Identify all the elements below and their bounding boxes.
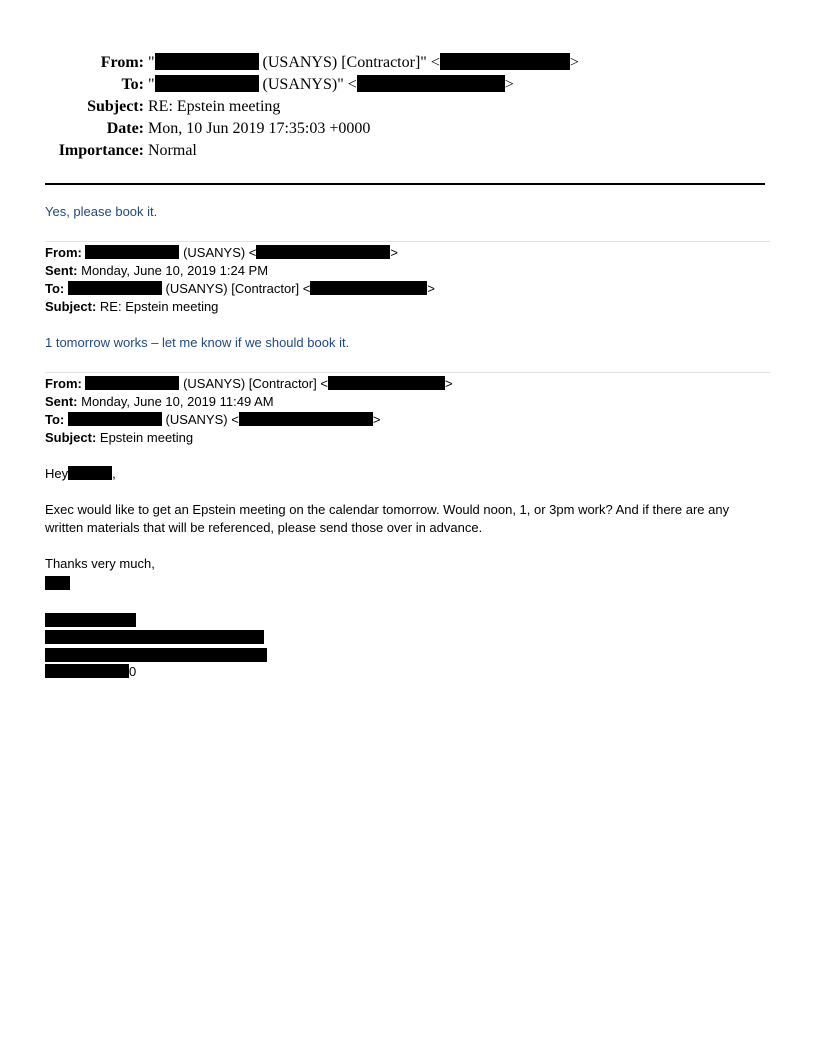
msg3-to-org: (USANYS) < (161, 412, 239, 427)
message-separator (45, 372, 770, 373)
header-to-org: (USANYS)" < (258, 76, 357, 93)
header-to-row (0, 74, 816, 96)
msg2-subject-row (45, 298, 218, 316)
angle-close: > (427, 281, 435, 296)
msg2-sent-row (45, 262, 268, 280)
angle-close: > (372, 412, 381, 427)
signature-block-redaction (45, 613, 136, 627)
msg2-subject-value: RE: Epstein meeting (96, 299, 219, 314)
msg2-to-label: To: (45, 281, 65, 296)
msg3-body-line-1: Exec would like to get an Epstein meeting on the calendar tomorrow. Would noon, 1, or 3pm work? And if there are any (45, 502, 730, 517)
signature-phone-row (45, 663, 136, 681)
header-from-label: From: (100, 54, 144, 71)
header-date-value: Mon, 10 Jun 2019 17:35:03 +0000 (148, 120, 371, 137)
msg3-subject-value: Epstein meeting (96, 430, 194, 445)
msg2-from-row (45, 244, 398, 262)
greeting-word: Hey (45, 466, 69, 481)
quote-mark: " (148, 54, 155, 71)
msg2-sent-label: Sent: (45, 263, 78, 278)
signature-block-redaction (45, 648, 267, 662)
redaction-box (85, 376, 179, 390)
msg3-to-row (45, 411, 380, 429)
msg3-sent-row (45, 393, 274, 411)
header-from-org: (USANYS) [Contractor]" < (258, 54, 440, 71)
msg3-closing: Thanks very much, (45, 556, 155, 571)
redaction-box (440, 53, 570, 70)
redaction-box (155, 75, 259, 92)
signature-redaction (45, 576, 70, 590)
msg3-body-line-2: written materials that will be referenced, please send those over in advance. (45, 520, 483, 535)
angle-close: > (444, 376, 453, 391)
signature-tail: 0 (129, 664, 137, 679)
header-subject-value: RE: Epstein meeting (148, 98, 281, 115)
header-from-value (148, 52, 579, 74)
redaction-box (239, 412, 373, 426)
header-importance-value: Normal (148, 142, 197, 159)
quote-mark: " (148, 76, 155, 93)
msg3-sent-value: Monday, June 10, 2019 11:49 AM (77, 394, 274, 409)
redaction-box (45, 664, 129, 678)
msg2-subject-label: Subject: (45, 299, 97, 314)
msg3-from-label: From: (45, 376, 82, 391)
redaction-box (68, 281, 162, 295)
header-date-label: Date: (106, 120, 144, 137)
header-subject-row (0, 96, 816, 118)
signature-block-redaction (45, 630, 264, 644)
msg3-to-label: To: (45, 412, 65, 427)
angle-close: > (504, 76, 514, 93)
header-to-label: To: (121, 76, 144, 93)
msg3-sent-label: Sent: (45, 394, 78, 409)
redaction-box (310, 281, 427, 295)
reply-body: Yes, please book it. (45, 204, 158, 219)
msg2-to-row (45, 280, 435, 298)
msg2-sent-value: Monday, June 10, 2019 1:24 PM (77, 263, 269, 278)
header-from-row (0, 52, 816, 74)
redaction-box (68, 412, 162, 426)
greeting-comma: , (112, 466, 116, 481)
redaction-box (68, 466, 112, 480)
redaction-box (85, 245, 179, 259)
redaction-box (256, 245, 390, 259)
redaction-box (155, 53, 259, 70)
header-importance-row (0, 140, 816, 162)
redaction-box (357, 75, 505, 92)
msg2-from-org: (USANYS) < (179, 245, 257, 260)
header-date-row (0, 118, 816, 140)
msg3-from-row (45, 375, 453, 393)
msg2-body: 1 tomorrow works – let me know if we should book it. (45, 335, 350, 350)
msg3-greeting (45, 465, 116, 483)
header-subject-label: Subject: (87, 98, 144, 115)
msg3-subject-label: Subject: (45, 430, 97, 445)
msg2-to-org: (USANYS) [Contractor] < (161, 281, 311, 296)
message-separator (45, 241, 770, 242)
redaction-box (328, 376, 445, 390)
msg3-from-org: (USANYS) [Contractor] < (179, 376, 328, 391)
angle-close: > (569, 54, 579, 71)
msg2-from-label: From: (45, 245, 82, 260)
header-divider (45, 183, 765, 185)
angle-close: > (390, 245, 398, 260)
msg3-subject-row (45, 429, 193, 447)
header-importance-label: Importance: (58, 142, 144, 159)
header-to-value (148, 74, 514, 96)
